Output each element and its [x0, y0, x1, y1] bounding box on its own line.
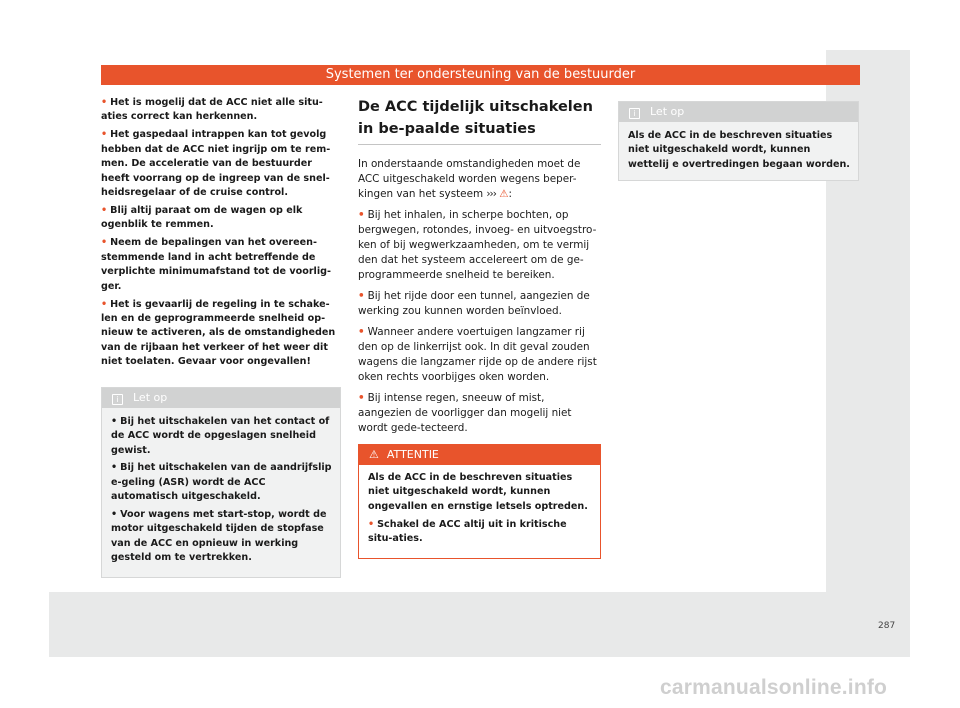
bullet-icon: • [111, 508, 118, 520]
list-item: • Bij het rijde door een tunnel, aangezien de werking zou kunnen worden beïnvloed. [358, 290, 590, 317]
bullet-icon: • [101, 237, 108, 249]
list-item: • Schakel de ACC altij uit in kritische situ-aties. [368, 518, 567, 545]
note-box [101, 387, 341, 578]
bullet-icon: • [358, 326, 365, 338]
list-item: • Blij altij paraat om de wagen op elk ogenblik te remmen. [101, 205, 303, 231]
section-title: De ACC tijdelijk uitschakelen in be-paalde situaties [358, 96, 601, 145]
bullet-icon: • [101, 298, 108, 310]
info-icon: i [629, 108, 640, 119]
info-icon: i [112, 394, 123, 405]
list-item: • Bij het uitschakelen van de aandrijfslip e-geling (ASR) wordt de ACC automatisch uitgeschakeld. [111, 462, 332, 503]
section-header: Systemen ter ondersteuning van de bestuurder [101, 65, 860, 85]
list-item: • Bij het uitschakelen van het contact of de ACC wordt de opgeslagen snelheid gewist. [111, 415, 330, 456]
column-middle [358, 96, 601, 559]
note-box [618, 101, 859, 181]
bullet-icon: • [358, 290, 365, 302]
bullet-icon: • [368, 518, 375, 530]
attention-header: ⚠ ATTENTIE [359, 445, 600, 465]
warning-list [101, 96, 341, 370]
list-item: • Bij het inhalen, in scherpe bochten, op bergwegen, rotondes, invoeg- en uitvoegstro-ken of bij wegwerkzaamheden, om te vermij den dat het systeem accelereert om de ge-programmeerde snelheid te bereiken. [358, 209, 597, 281]
situation-list [358, 208, 601, 436]
list-item: • Wanneer andere voertuigen langzamer rij den op de linkerrijst ook. In dit geval zouden wagens die langzamer rijde op de andere rijst oken rechts voorbijges oken worden. [358, 326, 597, 383]
list-item: • Neem de bepalingen van het overeen-stemmende land in acht betreffende de verplichte minimumafstand tot de voorlig-ger. [101, 237, 331, 292]
page-number: 287 [878, 621, 896, 631]
list-item: • Voor wagens met start-stop, wordt de motor uitgeschakeld tijden de stopfase van de ACC en opnieuw in werking gesteld om te vertrekken. [111, 508, 327, 564]
note-header: i Let op [102, 388, 340, 408]
list-item: • Het gaspedaal intrappen kan tot gevolg hebben dat de ACC niet ingrijp om te rem-men. De acceleratie van de bestuurder heeft voorrang op de ingreep van de snel-heidsregelaar of de cruise control. [101, 129, 331, 199]
note-body [102, 408, 340, 577]
arrows-icon: ››› [486, 188, 496, 200]
warning-icon: ⚠ [499, 188, 509, 200]
warning-icon: ⚠ [369, 448, 379, 461]
bullet-icon: • [111, 462, 118, 474]
bullet-icon: • [358, 209, 365, 221]
note-body: Als de ACC in de beschreven situaties niet uitgeschakeld wordt, kunnen wettelij e overtredingen begaan worden. [628, 130, 850, 170]
list-item: • Het is gevaarlij de regeling in te schake-len en de geprogrammeerde snelheid op-nieuw te activeren, als de omstandigheden van de rijbaan het verkeer of het weer dit niet toelaten. Gevaar voor ongevallen! [101, 298, 336, 368]
column-right [618, 101, 859, 181]
bullet-icon: • [111, 415, 118, 427]
attention-body [359, 465, 600, 558]
watermark: carmanualsonline.info [660, 676, 888, 699]
column-left [101, 96, 341, 578]
list-item: • Het is mogelij dat de ACC niet alle situ-aties correct kan herkennen. [101, 97, 323, 123]
intro-paragraph: In onderstaande omstandigheden moet de ACC uitgeschakeld worden wegens beper-kingen van het systeem ››› ⚠: [358, 158, 581, 200]
attention-box [358, 444, 601, 559]
bullet-icon: • [101, 97, 108, 108]
attention-text: Als de ACC in de beschreven situaties niet uitgeschakeld wordt, kunnen ongevallen en ernstige letsels optreden. [368, 472, 588, 512]
note-header: i Let op [619, 102, 858, 122]
bullet-icon: • [101, 205, 108, 217]
bullet-icon: • [101, 129, 108, 141]
bullet-icon: • [358, 392, 365, 404]
list-item: • Bij intense regen, sneeuw of mist, aangezien de voorligger dan mogelij niet wordt gede-tecteerd. [358, 392, 572, 434]
